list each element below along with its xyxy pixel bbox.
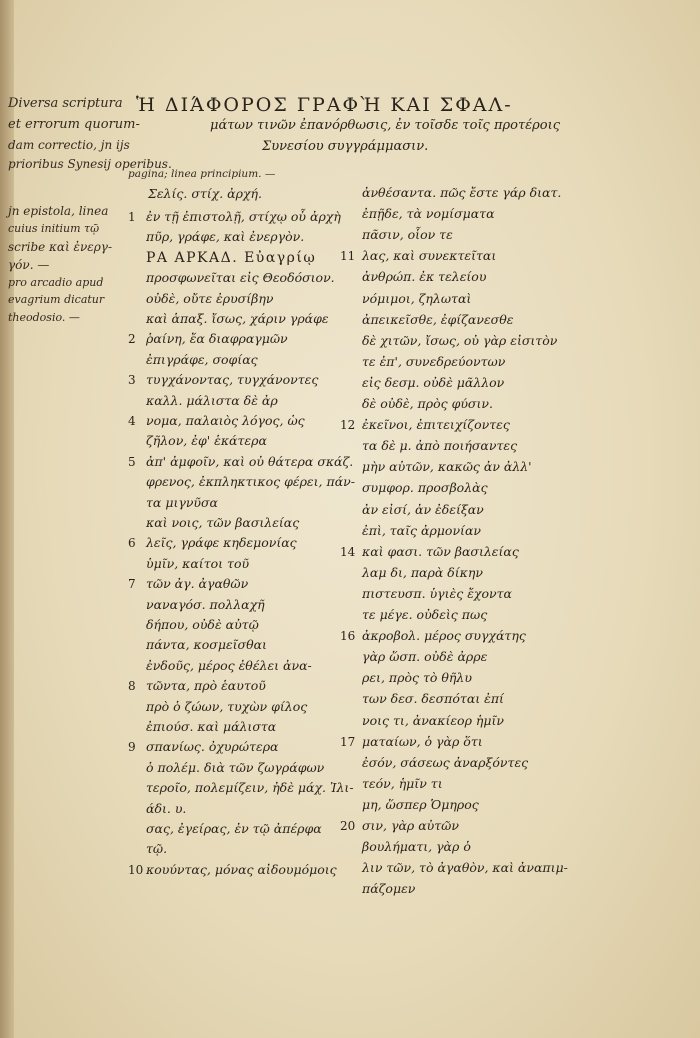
- right-text-line: λαμ δι, παρὰ δίκην: [362, 564, 483, 580]
- right-text-line: νοις τι, ἀνακίεορ ἡμῖν: [362, 712, 505, 728]
- right-text-line: καὶ φασι. τῶν βασιλείας: [362, 543, 519, 559]
- left-text-line: πῦρ, γράφε, καὶ ἐνεργὸν.: [146, 229, 305, 245]
- left-text-line: καὶ νοις, τῶν βασιλείας: [146, 515, 300, 530]
- left-text-line: πρὸ ὁ ζώων, τυχὼν φίλος: [146, 698, 308, 714]
- right-text-line: τε μέγε. οὐδεὶς πως: [362, 607, 488, 622]
- left-text-line: ΡΑ ΑΡΚΑΔ. Εὐαγρίῳ: [146, 249, 317, 266]
- left-line-number: 6: [128, 536, 136, 551]
- left-text-line: άδι. υ.: [146, 800, 187, 816]
- left-text-line: ἐπιούσ. καὶ μάλιστα: [146, 719, 277, 734]
- right-text-line: ἐπῇδε, τὰ νομίσματα: [362, 206, 495, 222]
- margin-note-6: jn epistola, linea: [8, 204, 109, 218]
- left-text-line: πάντα, κοσμεῖσθαι: [146, 637, 267, 653]
- left-text-line: ἐνδοῦς, μέρος ἐθέλει ἀνα-: [146, 657, 312, 673]
- right-text-line: γὰρ ὥσπ. οὐδὲ ἀρρε: [362, 649, 488, 665]
- right-text-line: πιστευσπ. ὑγιὲς ἔχοντα: [362, 585, 512, 601]
- left-line-number: 8: [128, 679, 136, 694]
- left-text-line: σας, ἐγείρας, ἐν τῷ ἀπέρφα: [146, 821, 322, 836]
- right-text-line: ἐπὶ, ταῖς ἀρμονίαν: [362, 522, 481, 538]
- column-header: Σελίς. στίχ. ἀρχή.: [148, 186, 263, 201]
- left-text-line: τα μιγνῦσα: [146, 494, 218, 510]
- margin-note-3: dam correctio, jn ijs: [8, 138, 130, 152]
- right-line-number: 12: [340, 418, 356, 433]
- right-text-line: μη, ὥσπερ Ὁμηρος: [362, 796, 479, 812]
- left-text-line: ῥαίνη, ἔα διαφραγμῶν: [146, 331, 288, 347]
- left-line-number: 5: [128, 454, 136, 469]
- left-text-line: ὑμῖν, καίτοι τοῦ: [146, 555, 250, 571]
- right-line-number: 20: [340, 819, 356, 833]
- left-text-line: τεροῖο, πολεμίζειν, ἠδὲ μάχ. Ἰλι-: [146, 780, 354, 796]
- page-title: Ἡ ΔΙΆΦΟΡΟΣ ΓΡΑΦῊ ΚΑΙ ΣΦΑΛ-: [136, 94, 513, 116]
- right-text-line: τε ἐπ', συνεδρεύοντων: [362, 353, 506, 369]
- right-text-line: λας, καὶ συνεκτεῖται: [362, 248, 497, 264]
- left-text-line: οὐδὲ, οὔτε ἐρυσίβην: [146, 290, 274, 306]
- left-text-line: προσφωνεῖται εἰς Θεοδόσιον.: [146, 270, 335, 286]
- left-line-number: 4: [128, 414, 136, 428]
- left-text-line: ναναγόσ. πολλαχῆ: [146, 596, 265, 612]
- left-line-number: 1: [128, 210, 136, 224]
- right-text-line: ἀπεικεῖσθε, ἐφίζανεσθε: [362, 311, 514, 327]
- left-line-number: 7: [128, 577, 136, 592]
- margin-note-11: evagrium dicatur: [8, 293, 105, 306]
- right-text-line: μὴν αὐτῶν, κακῶς ἀν ἀλλ': [362, 459, 532, 475]
- left-text-line: νομα, παλαιὸς λόγος, ὡς: [146, 413, 305, 428]
- left-text-line: τῶντα, πρὸ ἑαυτοῦ: [146, 678, 266, 694]
- left-text-line: τυγχάνοντας, τυγχάνοντες: [146, 372, 319, 388]
- left-line-number: 2: [128, 332, 136, 347]
- right-text-line: σιν, γὰρ αὐτῶν: [362, 818, 459, 833]
- right-text-line: των δεσ. δεσπόται ἐπί: [362, 691, 504, 707]
- left-text-line: καλλ. μάλιστα δὲ ἀρ: [146, 392, 278, 408]
- right-text-line: πάζομεν: [362, 881, 416, 897]
- left-text-line: τῶν ἀγ. ἀγαθῶν: [146, 576, 249, 592]
- left-text-line: καὶ ἁπαξ. ἴσως, χάριν γράφε: [146, 311, 329, 326]
- right-text-line: τεόν, ἡμῖν τι: [362, 775, 443, 791]
- left-text-line: ζῆλον, ἐφ' ἑκάτερα: [146, 433, 267, 449]
- subtitle-line-1: μάτων τινῶν ἐπανόρθωσις, ἐν τοῖσδε τοῖς προτέροις: [210, 118, 560, 133]
- left-line-number: 9: [128, 740, 136, 755]
- right-text-line: βουλήματι, γὰρ ὁ: [362, 839, 471, 855]
- left-text-line: ἐπιγράφε, σοφίας: [146, 351, 258, 367]
- subtitle-line-2: Συνεσίου συγγράμμασιν.: [262, 139, 429, 154]
- margin-note-5: pagina; linea principium. —: [128, 168, 276, 180]
- right-text-line: ματαίων, ὁ γὰρ ὅτι: [362, 733, 483, 749]
- right-text-line: δὲ οὐδὲ, πρὸς φύσιν.: [362, 396, 493, 411]
- right-text-line: πᾶσιν, οἷον τε: [362, 227, 453, 243]
- right-text-line: νόμιμοι, ζηλωταὶ: [362, 290, 472, 306]
- margin-note-7: cuius initium τῷ: [8, 222, 100, 235]
- right-line-number: 14: [340, 544, 356, 559]
- left-text-line: ὁ πολέμ. διὰ τῶν ζωγράφων: [146, 759, 325, 775]
- left-text-line: φρενος, ἐκπληκτικος φέρει, πάν-: [146, 474, 355, 490]
- right-text-line: ἀνθρώπ. ἐκ τελείου: [362, 269, 487, 285]
- left-line-number: 3: [128, 373, 136, 388]
- left-text-line: σπανίως. ὀχυρώτερα: [146, 739, 279, 755]
- right-text-line: ἐκεῖνοι, ἐπιτειχίζοντες: [362, 417, 510, 433]
- left-text-line: ἐν τῇ ἐπιστολῇ, στίχῳ οὗ ἀρχὴ: [146, 209, 341, 224]
- left-text-line: τῷ.: [146, 841, 168, 857]
- right-text-line: εἰς δεσμ. οὐδὲ μᾶλλον: [362, 374, 505, 390]
- right-text-line: ἀνθέσαντα. πῶς ἔστε γάρ διατ.: [362, 185, 562, 200]
- right-text-line: δὲ χιτῶν, ἴσως, οὐ γὰρ εἰσιτὸν: [362, 332, 558, 348]
- left-line-number: 10: [128, 862, 144, 877]
- right-text-line: τα δὲ μ. ἀπὸ ποιήσαντες: [362, 438, 518, 454]
- right-line-number: 11: [340, 249, 356, 264]
- margin-note-9: γόν. —: [8, 258, 50, 272]
- margin-note-1: Diversa scriptura: [8, 96, 123, 111]
- right-text-line: συμφορ. προσβολὰς: [362, 480, 488, 496]
- page-gutter: [0, 0, 14, 1038]
- margin-note-12: theodosio. —: [8, 311, 80, 324]
- right-text-line: ἐσόν, σάσεως ἀναρξόντες: [362, 754, 529, 770]
- right-text-line: λιν τῶν, τὸ ἀγαθὸν, καὶ ἀναπιμ-: [362, 860, 568, 876]
- left-text-line: κουύντας, μόνας αἰδουμόμοις: [146, 861, 337, 877]
- margin-note-10: pro arcadio apud: [8, 276, 104, 289]
- left-text-line: ἀπ' ἀμφοῖν, καὶ οὐ θάτερα σκάζ.: [146, 453, 354, 469]
- right-line-number: 16: [340, 629, 356, 644]
- margin-note-8: scribe καὶ ἐνεργ-: [8, 240, 112, 254]
- margin-note-4: prioribus Synesij operibus.: [8, 157, 172, 171]
- margin-note-2: et errorum quorum-: [8, 117, 140, 132]
- left-text-line: δήπου, οὐδὲ αὐτῷ: [146, 617, 259, 632]
- right-text-line: ἀν εἰσί, ἀν ἐδείξαν: [362, 501, 484, 517]
- right-text-line: ἀκροβολ. μέρος συγχάτης: [362, 628, 526, 644]
- right-line-number: 17: [340, 734, 356, 749]
- right-text-line: ρει, πρὸς τὸ θῆλυ: [362, 670, 472, 686]
- left-text-line: λεῖς, γράφε κηδεμονίας: [146, 535, 297, 551]
